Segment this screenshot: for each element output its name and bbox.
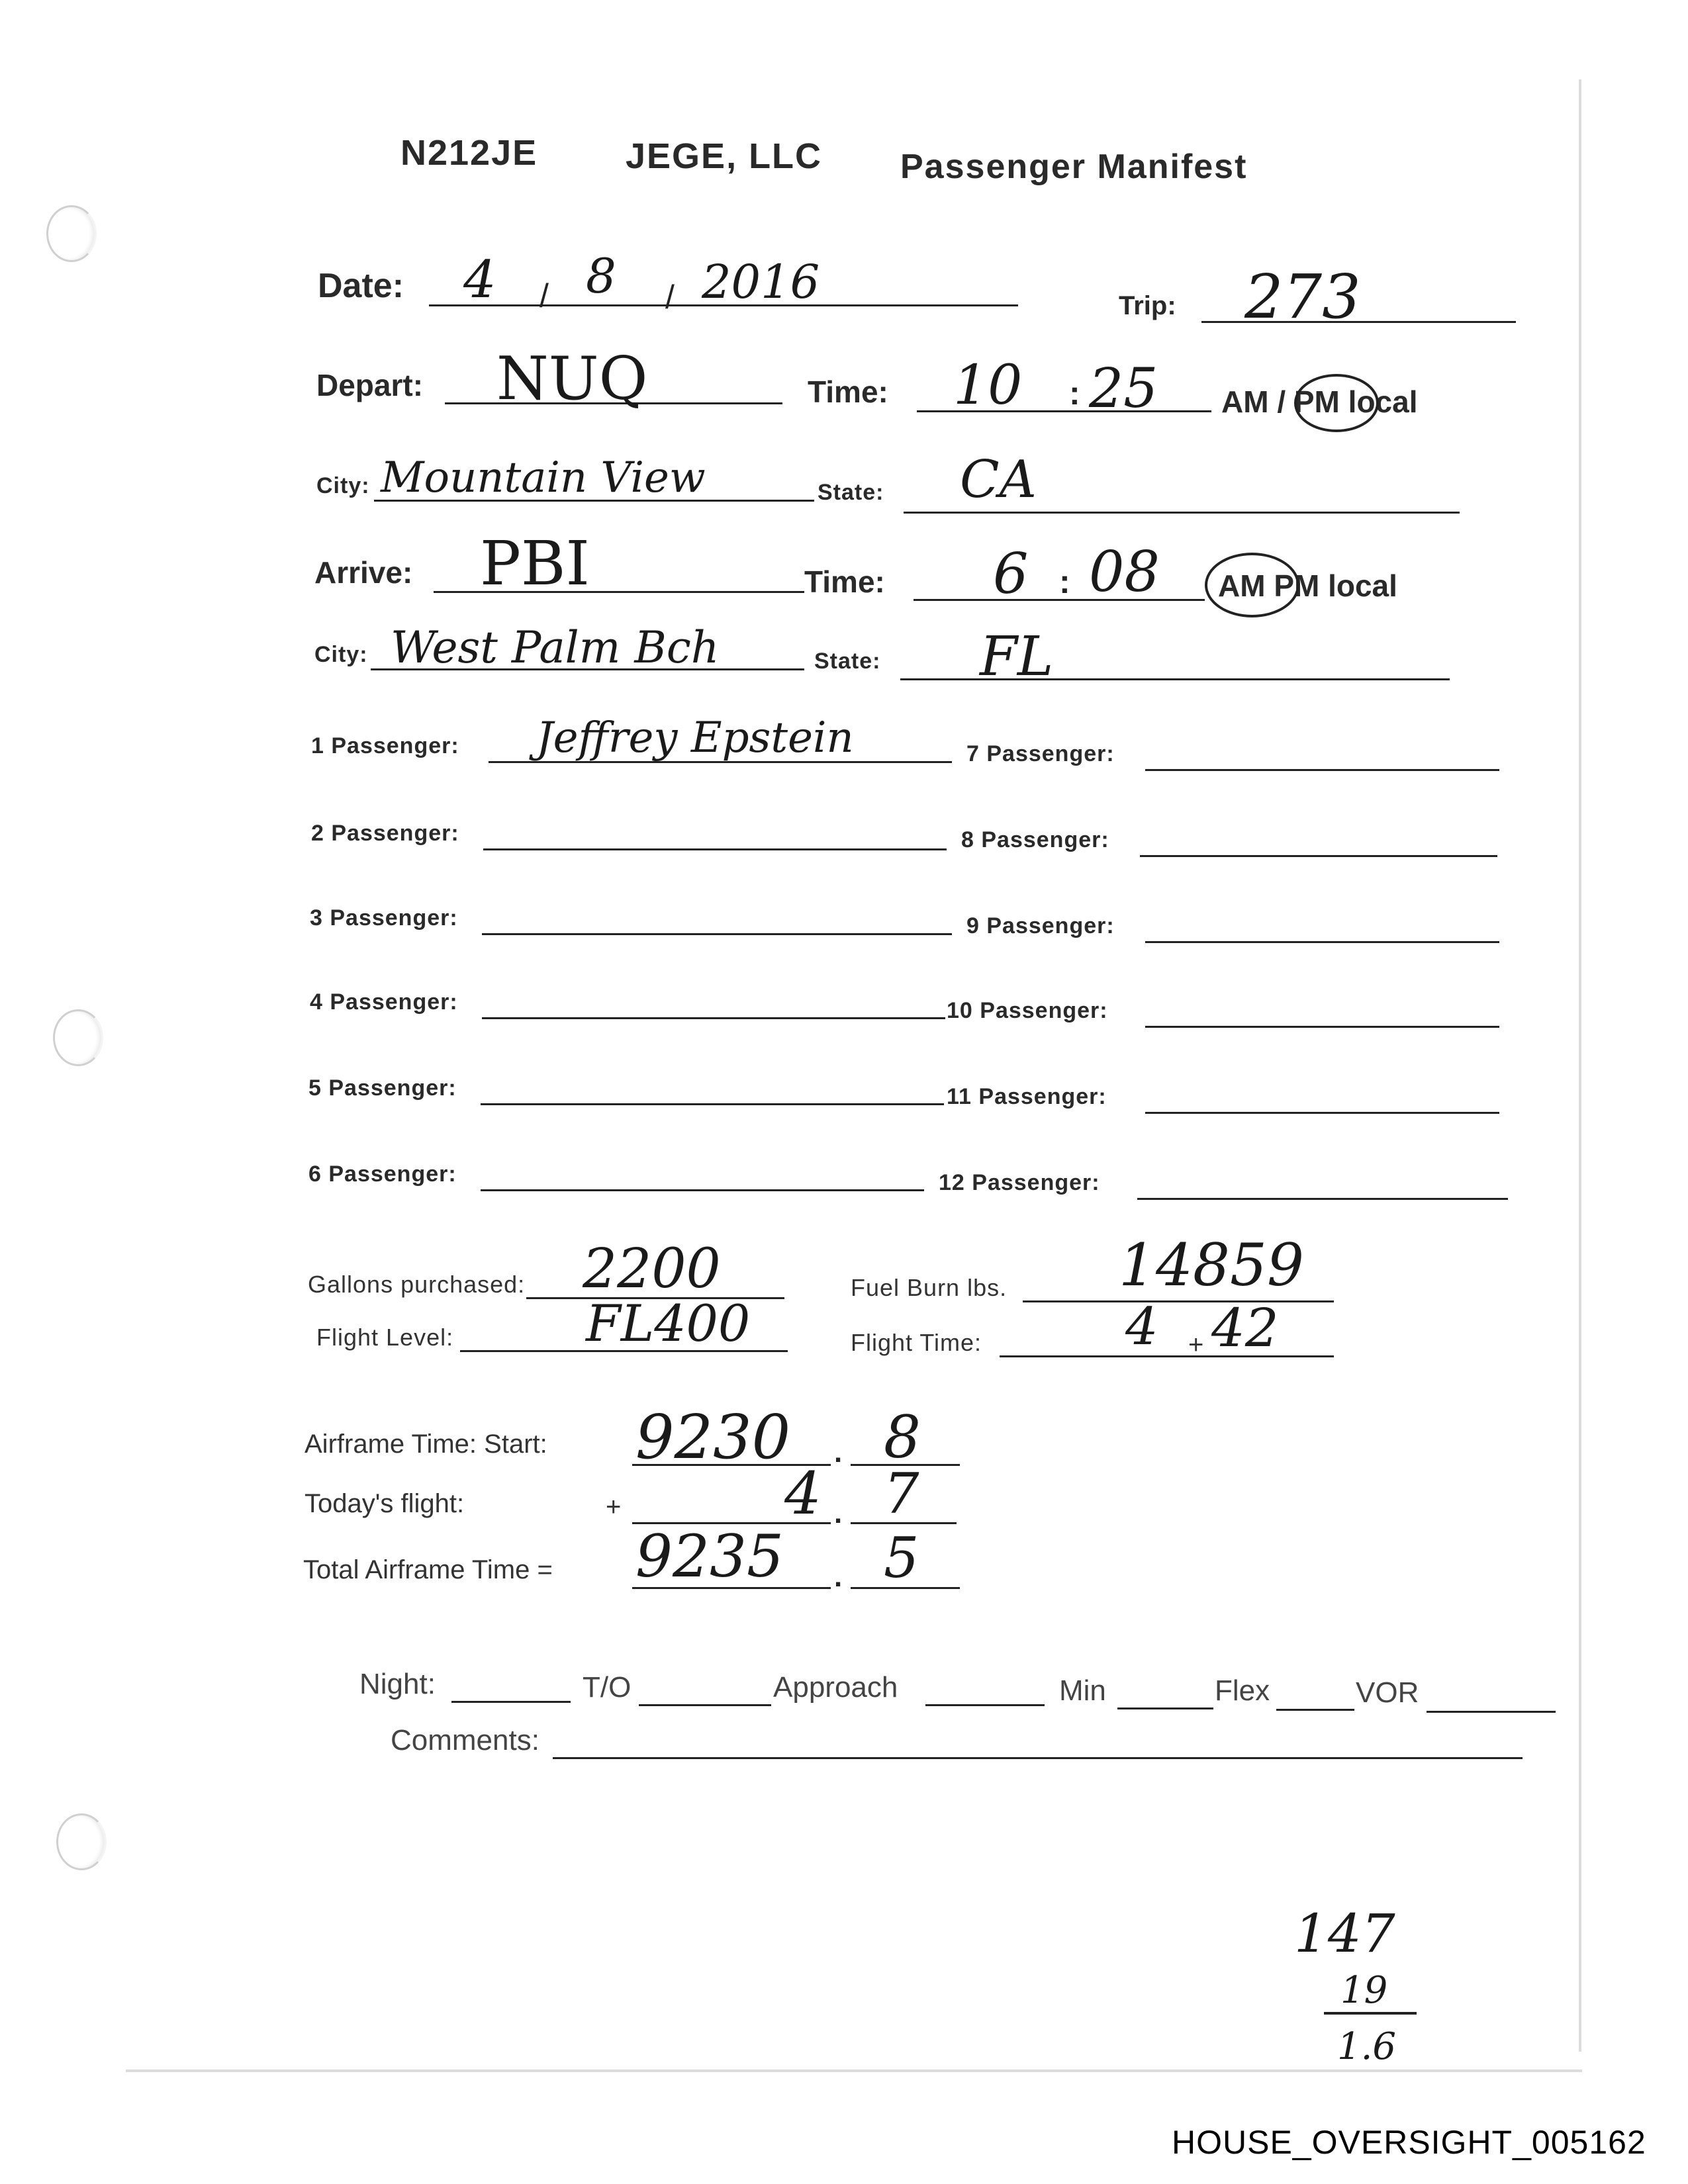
flight-level-label: Flight Level: xyxy=(316,1324,454,1351)
todays-flight-label: Today's flight: xyxy=(305,1489,465,1518)
depart-minute: 25 xyxy=(1089,357,1158,420)
depart-ampm-label: AM / PM local xyxy=(1221,385,1418,419)
passenger-9-label: 9 Passenger: xyxy=(966,913,1115,938)
todays-flight-decimal-point: . xyxy=(834,1497,843,1529)
passenger-11-label: 11 Passenger: xyxy=(947,1084,1107,1109)
margin-note-middle: 19 xyxy=(1340,1969,1388,2012)
arrive-label: Arrive: xyxy=(314,555,413,590)
arrive-ampm-label: AM PM local xyxy=(1218,569,1397,603)
comments-label: Comments: xyxy=(391,1724,539,1756)
vor-label: VOR xyxy=(1356,1676,1419,1709)
flight-time-separator: + xyxy=(1188,1330,1204,1359)
approach-line xyxy=(925,1704,1045,1706)
passenger-7-label: 7 Passenger: xyxy=(966,741,1115,766)
passenger-12-line xyxy=(1137,1198,1508,1200)
trip-label: Trip: xyxy=(1119,291,1176,320)
passenger-5-label: 5 Passenger: xyxy=(308,1075,457,1101)
binder-hole-middle xyxy=(53,1009,103,1066)
date-month: 4 xyxy=(463,250,496,310)
arrive-airport: PBI xyxy=(480,528,590,599)
airframe-start-label: Airframe Time: Start: xyxy=(305,1430,547,1459)
min-line xyxy=(1117,1707,1213,1709)
margin-note-top: 147 xyxy=(1294,1903,1395,1964)
passenger-5-line xyxy=(481,1103,944,1105)
total-airframe-int: 9235 xyxy=(635,1522,784,1590)
depart-state: CA xyxy=(960,450,1037,510)
depart-label: Depart: xyxy=(316,368,424,402)
flight-time-line xyxy=(1000,1355,1334,1357)
gallons-label: Gallons purchased: xyxy=(308,1271,526,1298)
flight-time-minutes: 42 xyxy=(1211,1297,1279,1359)
depart-hour: 10 xyxy=(953,354,1023,417)
airframe-start-int: 9230 xyxy=(635,1402,791,1473)
total-airframe-label: Total Airframe Time = xyxy=(303,1555,553,1584)
flight-level-value: FL400 xyxy=(586,1294,751,1353)
takeoff-line xyxy=(639,1704,771,1706)
passenger-7-line xyxy=(1145,769,1499,771)
depart-state-label: State: xyxy=(818,480,884,505)
min-label: Min xyxy=(1059,1674,1106,1707)
passenger-11-line xyxy=(1145,1112,1499,1114)
airframe-start-decimal-point: . xyxy=(834,1436,843,1469)
comments-line xyxy=(553,1757,1523,1759)
company-name: JEGE, LLC xyxy=(626,136,823,176)
passenger-3-line xyxy=(482,933,952,935)
arrive-state-label: State: xyxy=(814,649,881,674)
date-year: 2016 xyxy=(702,255,820,309)
depart-city-label: City: xyxy=(316,473,370,498)
passenger-2-line xyxy=(483,848,947,850)
night-label: Night: xyxy=(359,1668,436,1700)
passenger-3-label: 3 Passenger: xyxy=(310,905,458,931)
todays-flight-int: 4 xyxy=(784,1459,821,1527)
fuel-burn-label: Fuel Burn lbs. xyxy=(851,1274,1008,1301)
total-airframe-decimal-point: . xyxy=(834,1561,843,1593)
trip-number: 273 xyxy=(1244,261,1361,332)
margin-note-divider xyxy=(1324,2012,1417,2015)
page-edge-right xyxy=(1579,79,1581,2052)
passenger-4-line xyxy=(482,1017,945,1019)
passenger-4-label: 4 Passenger: xyxy=(310,989,458,1015)
passenger-9-line xyxy=(1145,941,1499,943)
total-airframe-dec: 5 xyxy=(884,1525,919,1590)
fuel-burn-line xyxy=(1023,1300,1334,1302)
flex-line xyxy=(1276,1709,1354,1711)
gallons-value: 2200 xyxy=(583,1238,721,1300)
depart-airport: NUQ xyxy=(496,344,648,414)
passenger-8-label: 8 Passenger: xyxy=(961,827,1109,852)
passenger-10-line xyxy=(1145,1026,1499,1028)
vor-line xyxy=(1427,1711,1556,1713)
tail-number: N212JE xyxy=(400,133,538,173)
depart-state-line xyxy=(904,512,1460,514)
arrive-time-label: Time: xyxy=(804,565,885,599)
margin-note-bottom: 1.6 xyxy=(1337,2025,1397,2068)
takeoff-label: T/O xyxy=(583,1671,632,1704)
passenger-1-name: Jeffrey Epstein xyxy=(536,713,854,762)
flight-time-label: Flight Time: xyxy=(851,1329,982,1356)
form-title: Passenger Manifest xyxy=(900,148,1248,186)
fuel-burn-value: 14859 xyxy=(1119,1231,1304,1299)
date-label: Date: xyxy=(318,267,404,305)
passenger-10-label: 10 Passenger: xyxy=(947,998,1108,1023)
approach-label: Approach xyxy=(773,1671,898,1704)
depart-time-label: Time: xyxy=(808,375,888,409)
arrive-state: FL xyxy=(980,625,1054,688)
passenger-1-label: 1 Passenger: xyxy=(311,733,459,758)
bates-number: HOUSE_OVERSIGHT_005162 xyxy=(1172,2124,1646,2161)
date-slash-1: / xyxy=(539,277,549,314)
todays-flight-dec: 7 xyxy=(884,1461,919,1526)
arrive-city-label: City: xyxy=(314,642,368,667)
flex-label: Flex xyxy=(1215,1674,1270,1707)
arrive-am-circle xyxy=(1205,553,1299,617)
depart-time-colon: : xyxy=(1069,375,1080,412)
arrive-hour: 6 xyxy=(993,541,1029,606)
passenger-6-line xyxy=(481,1189,924,1191)
page-edge-bottom xyxy=(126,2070,1582,2072)
passenger-8-line xyxy=(1140,855,1497,857)
depart-pm-circle xyxy=(1294,374,1379,432)
arrive-time-colon: : xyxy=(1059,563,1070,600)
arrive-minute: 08 xyxy=(1089,539,1160,604)
airframe-start-dec: 8 xyxy=(884,1403,921,1471)
night-line xyxy=(451,1701,571,1703)
flight-time-hours: 4 xyxy=(1125,1297,1158,1357)
binder-hole-top xyxy=(46,205,97,262)
date-day: 8 xyxy=(586,248,616,304)
depart-city: Mountain View xyxy=(381,453,706,502)
passenger-2-label: 2 Passenger: xyxy=(311,821,459,846)
binder-hole-bottom xyxy=(56,1813,107,1870)
todays-flight-plus: + xyxy=(606,1492,622,1522)
passenger-12-label: 12 Passenger: xyxy=(939,1170,1100,1195)
date-slash-2: / xyxy=(665,279,675,316)
passenger-6-label: 6 Passenger: xyxy=(308,1161,457,1187)
arrive-city: West Palm Bch xyxy=(391,622,720,673)
